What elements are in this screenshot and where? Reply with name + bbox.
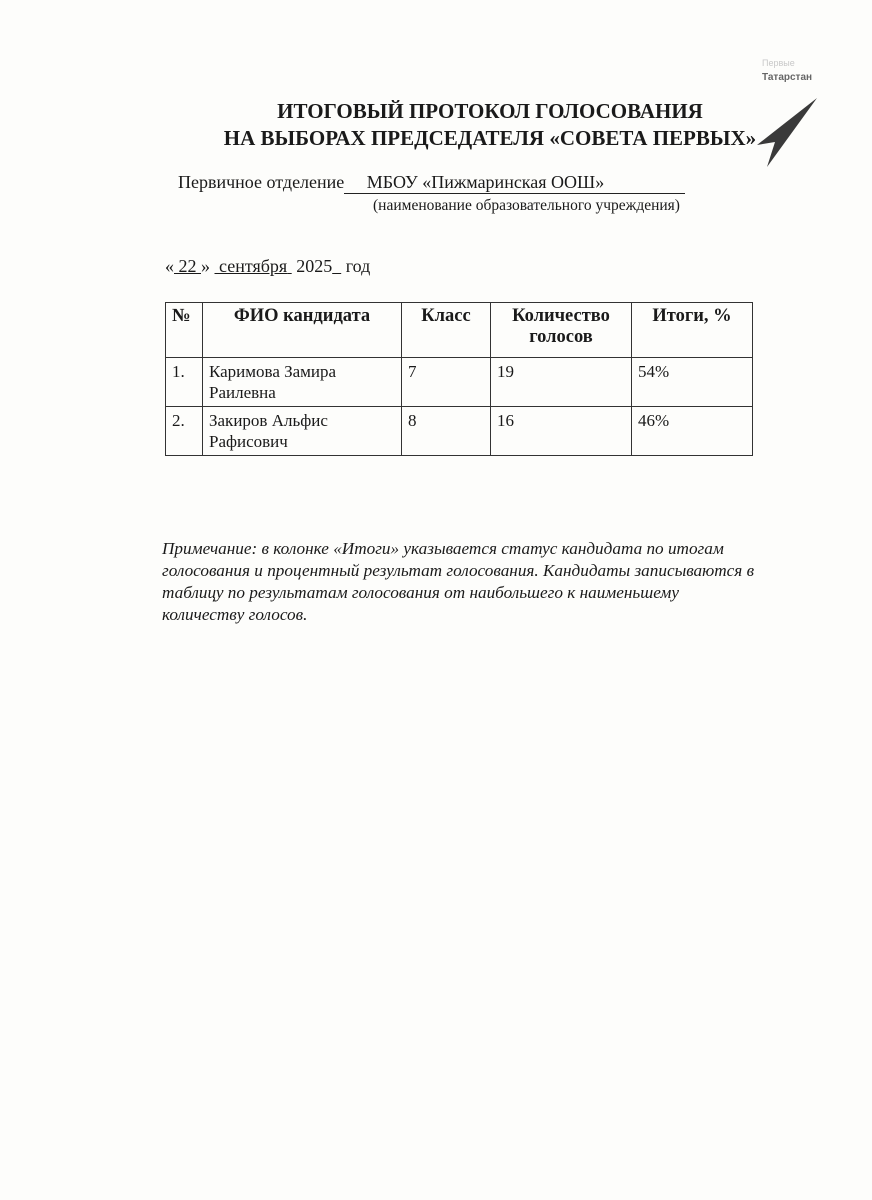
note-text: Примечание: в колонке «Итоги» указывается статус кандидата по итогам голосования и процентный результат голосования. Кандидаты записываются в таблицу по результатам голосования от наибольшего к наименьшему количеству голосов.: [162, 539, 755, 624]
cell-grade: 7: [402, 358, 491, 407]
logo-text-top: Первые: [762, 58, 795, 68]
table-row: [166, 358, 753, 407]
title-line-2: НА ВЫБОРАХ ПРЕДСЕДАТЕЛЯ «СОВЕТА ПЕРВЫХ»: [223, 126, 757, 150]
cell-result: 54%: [632, 358, 753, 407]
header-result: Итоги, %: [632, 303, 753, 358]
logo-text-bottom: Татарстан: [762, 72, 813, 83]
header-votes: Количество голосов: [491, 303, 632, 358]
header-name: ФИО кандидата: [203, 303, 402, 358]
header-number: №: [166, 303, 203, 358]
cell-number: 1.: [166, 358, 203, 407]
date-day: 22: [178, 256, 197, 276]
cell-number: 2.: [166, 407, 203, 456]
table-row: [166, 407, 753, 456]
date-suffix: год: [345, 256, 371, 276]
date-line: « 22 » сентября 2025 год: [165, 256, 371, 276]
cell-name: Закиров Альфис Рафисович: [203, 407, 402, 456]
table-header: [166, 303, 753, 358]
org-value: МБОУ «Пижмаринская ООШ»: [366, 172, 605, 192]
date-year: 2025: [296, 256, 333, 276]
cell-name: Каримова Замира Раилевна: [203, 358, 402, 407]
organization-line: [178, 172, 685, 194]
document-title: [0, 98, 872, 152]
org-label: Первичное отделение: [178, 172, 345, 192]
cell-result: 46%: [632, 407, 753, 456]
results-table: [165, 302, 753, 456]
cell-votes: 16: [491, 407, 632, 456]
org-hint: (наименование образовательного учреждения): [373, 197, 680, 214]
date-month: сентября: [219, 256, 288, 276]
cell-grade: 8: [402, 407, 491, 456]
header-grade: Класс: [402, 303, 491, 358]
cell-votes: 19: [491, 358, 632, 407]
title-line-1: ИТОГОВЫЙ ПРОТОКОЛ ГОЛОСОВАНИЯ: [277, 99, 703, 123]
